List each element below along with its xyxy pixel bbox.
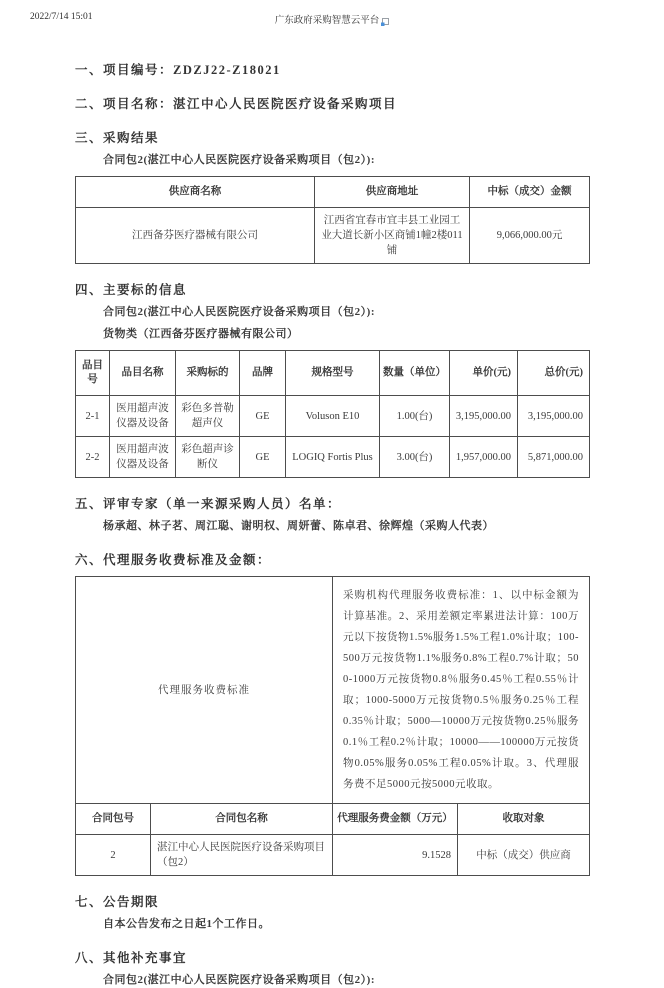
table-header-cell: 合同包号 — [76, 804, 151, 835]
table-header-cell: 品牌 — [240, 351, 286, 396]
agency-fee-table — [75, 576, 590, 876]
table-header-row — [76, 351, 590, 396]
section-5-heading: 五、评审专家（单一来源采购人员）名单： — [75, 497, 342, 511]
fee-standard-label-cell: 代理服务收费标准 — [76, 577, 333, 804]
section-7-body: 自本公告发布之日起1个工作日。 — [103, 918, 270, 930]
item-target-cell: 彩色超声诊断仪 — [176, 437, 240, 478]
table-header-cell: 品目名称 — [110, 351, 176, 396]
fee-amount-cell: 9.1528 — [333, 835, 458, 876]
section-4-intro1: 合同包2(湛江中心人民医院医疗设备采购项目（包2）): — [103, 306, 375, 318]
item-qty-cell: 1.00(台) — [380, 396, 450, 437]
fee-standard-row — [76, 577, 590, 804]
table-header-cell: 代理服务费金额（万元） — [333, 804, 458, 835]
item-total-price-cell: 5,871,000.00 — [518, 437, 590, 478]
item-unit-price-cell: 1,957,000.00 — [450, 437, 518, 478]
document-body — [0, 62, 664, 988]
package-name-cell: 湛江中心人民医院医疗设备采购项目（包2） — [151, 835, 333, 876]
item-name-cell: 医用超声波仪器及设备 — [110, 437, 176, 478]
item-model-cell: Voluson E10 — [286, 396, 380, 437]
print-datetime: 2022/7/14 15:01 — [30, 12, 93, 22]
fee-standard-text-cell: 采购机构代理服务收费标准：1、以中标金额为计算基准。2、采用差额定率累进法计算：100万元以下按货物1.5%服务1.5%工程1.0%计取；100-500万元按货物1.1%服务0.8%工程0.7%计取；500-1000万元按货物0.8％服务0.45％工程0.55％计取；1000-5000万元按货物0.5％服务0.25％工程0.35％计取；5000—10000万元按货物0.25％服务0.1％工程0.2％计取；10000——100000万元按货物0.05%服务0.05%工程0.05%计取。3、代理服务费不足5000元按5000元收取。 — [333, 577, 590, 804]
item-model-cell: LOGIQ Fortis Plus — [286, 437, 380, 478]
table-header-cell: 规格型号 — [286, 351, 380, 396]
table-header-row — [76, 177, 590, 208]
site-title — [0, 12, 664, 29]
section-4-heading: 四、主要标的信息 — [75, 283, 188, 297]
section-3-intro: 合同包2(湛江中心人民医院医疗设备采购项目（包2）): — [103, 154, 375, 166]
section-1-heading: 一、项目编号：ZDZJ22-Z18021 — [75, 63, 281, 77]
table-header-cell: 单价(元) — [450, 351, 518, 396]
item-no-cell: 2-1 — [76, 396, 110, 437]
package-no-cell: 2 — [76, 835, 151, 876]
table-header-cell: 数量（单位） — [380, 351, 450, 396]
table-header-cell: 供应商名称 — [76, 177, 315, 208]
award-amount-cell: 9,066,000.00元 — [470, 208, 590, 264]
item-no-cell: 2-2 — [76, 437, 110, 478]
table-header-cell: 采购标的 — [176, 351, 240, 396]
table-row — [76, 208, 590, 264]
table-row — [76, 396, 590, 437]
table-header-row — [76, 804, 590, 835]
print-header — [0, 0, 664, 30]
item-qty-cell: 3.00(台) — [380, 437, 450, 478]
table-header-cell: 收取对象 — [458, 804, 590, 835]
section-8-body: 合同包2(湛江中心人民医院医疗设备采购项目（包2）): — [103, 974, 375, 986]
item-total-price-cell: 3,195,000.00 — [518, 396, 590, 437]
section-3-heading: 三、采购结果 — [75, 131, 160, 145]
expert-names: 杨承超、林子茗、周江聪、谢明权、周妍蕾、陈卓君、徐辉煌（采购人代表） — [103, 520, 494, 532]
supplier-address-cell: 江西省宜春市宜丰县工业园工业大道长新小区商铺1幢2楼011铺 — [315, 208, 470, 264]
fee-payer-cell: 中标（成交）供应商 — [458, 835, 590, 876]
table-row — [76, 437, 590, 478]
items-table — [75, 350, 590, 478]
section-8-heading: 八、其他补充事宜 — [75, 951, 188, 965]
section-4-intro2: 货物类（江西备芬医疗器械有限公司） — [103, 328, 299, 340]
supplier-table — [75, 176, 590, 264]
table-row — [76, 835, 590, 876]
plugin-badge-icon — [381, 17, 389, 29]
table-header-cell: 供应商地址 — [315, 177, 470, 208]
section-2-heading: 二、项目名称：湛江中心人民医院医疗设备采购项目 — [75, 97, 398, 111]
section-7-heading: 七、公告期限 — [75, 895, 160, 909]
item-name-cell: 医用超声波仪器及设备 — [110, 396, 176, 437]
table-header-cell: 中标（成交）金额 — [470, 177, 590, 208]
item-brand-cell: GE — [240, 396, 286, 437]
section-6-heading: 六、代理服务收费标准及金额： — [75, 553, 272, 567]
item-target-cell: 彩色多普勒超声仪 — [176, 396, 240, 437]
item-unit-price-cell: 3,195,000.00 — [450, 396, 518, 437]
table-header-cell: 合同包名称 — [151, 804, 333, 835]
table-header-cell: 品目号 — [76, 351, 110, 396]
supplier-name-cell: 江西备芬医疗器械有限公司 — [76, 208, 315, 264]
site-title-text: 广东政府采购智慧云平台 — [274, 16, 380, 26]
item-brand-cell: GE — [240, 437, 286, 478]
table-header-cell: 总价(元) — [518, 351, 590, 396]
